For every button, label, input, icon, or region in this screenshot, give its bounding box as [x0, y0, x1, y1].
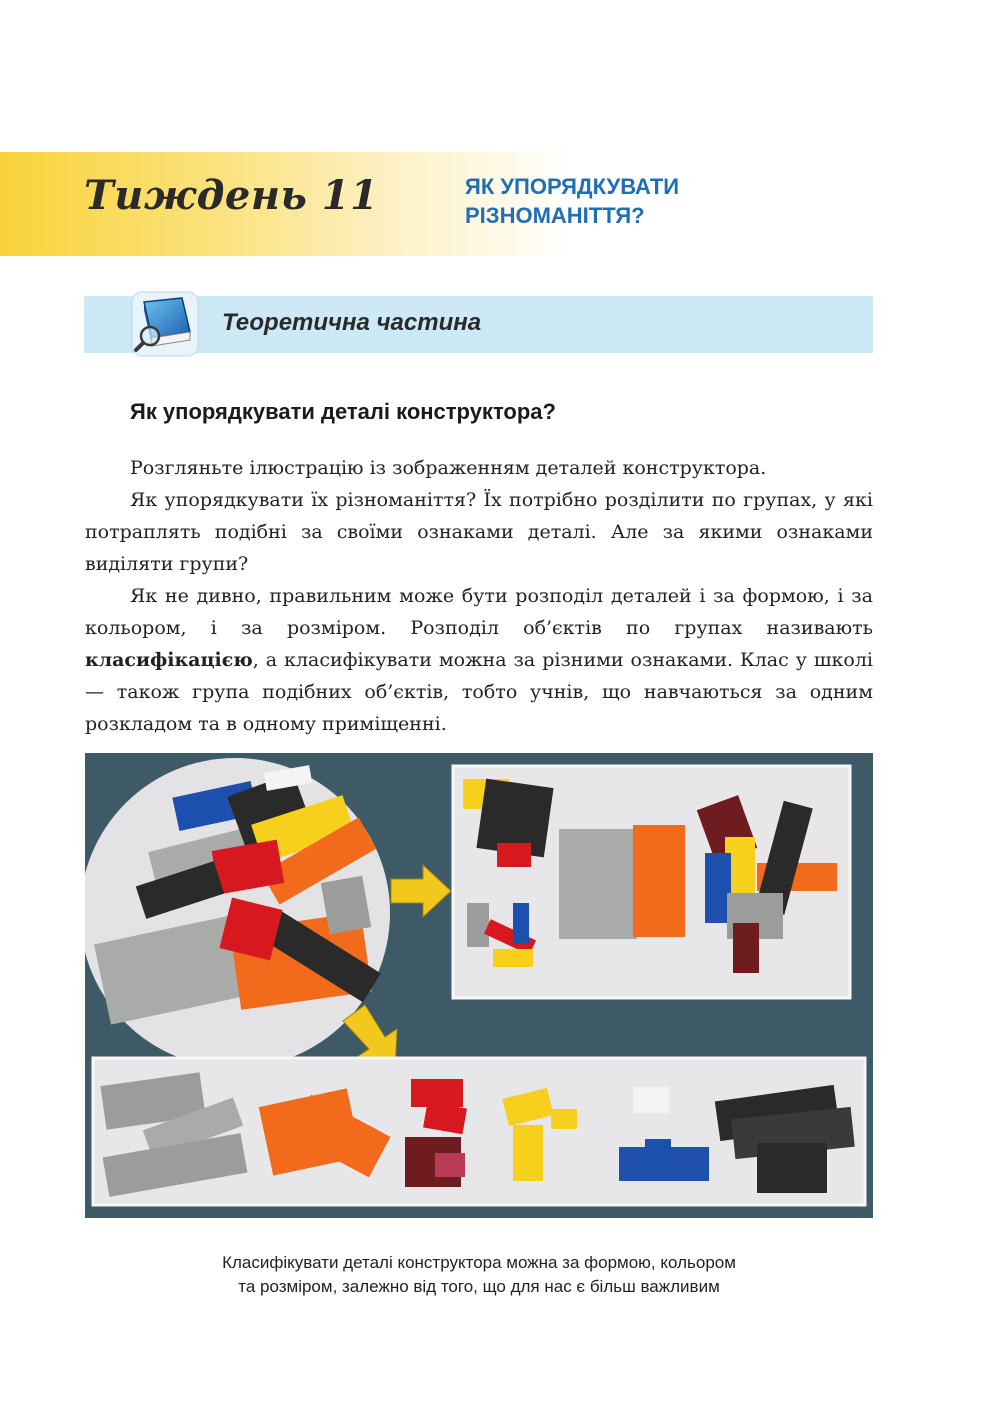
group-blue-small	[645, 1139, 671, 1157]
panel-sorted-by-shape	[453, 766, 850, 998]
book-magnifier-icon	[130, 290, 200, 358]
unit-title-line1: ЯК УПОРЯДКУВАТИ	[465, 174, 680, 199]
paragraph-3	[85, 580, 873, 740]
figure-caption	[85, 1251, 873, 1299]
plate-gray-small	[321, 876, 371, 935]
plate-orange-large	[633, 825, 685, 937]
brick-blue-small	[513, 903, 529, 943]
brick-yellow-small	[493, 949, 533, 967]
caption-line-2: та розміром, залежно від того, що для нас є більш важливим	[238, 1277, 720, 1296]
lego-classification-photo	[85, 753, 873, 1218]
unit-title-line2: РІЗНОМАНІТТЯ?	[465, 203, 645, 228]
brick-red	[497, 843, 531, 867]
paragraph-3-end: , а класифікувати можна за різними ознаками. Клас у школі — також група подібних об’єктів, тобто учнів, що навчаються за одним розкладом та в одному приміщенні.	[85, 649, 873, 735]
caption-line-1: Класифікувати деталі конструктора можна за формою, кольором	[222, 1253, 736, 1272]
group-pink	[435, 1153, 465, 1177]
group-red-1	[411, 1079, 463, 1107]
brick-gray-small	[467, 903, 489, 947]
term-classification: класифікацією	[85, 649, 253, 671]
paragraph-1: Розгляньте ілюстрацію із зображенням деталей конструктора.	[130, 457, 767, 479]
paragraph-3-start: Як не дивно, правильним може бути розподіл деталей і за формою, і за кольором, і за розміром. Розподіл об’єктів по групах називають	[85, 585, 873, 639]
lesson-body	[85, 452, 873, 740]
panel-sorted-by-color	[93, 1058, 865, 1205]
unit-title	[465, 172, 679, 230]
section-title: Теоретична частина	[222, 309, 482, 336]
plate-maroon-small	[733, 923, 759, 973]
group-black-3	[757, 1143, 827, 1193]
lesson-heading: Як упорядкувати деталі конструктора?	[130, 399, 556, 424]
plate-gray-large	[559, 829, 637, 939]
group-yellow-3	[551, 1109, 577, 1129]
group-white	[633, 1087, 669, 1113]
week-title: Тиждень 11	[84, 172, 379, 219]
paragraph-2: Як упорядкувати їх різноманіття? Їх потрібно розділити по групах, у які потраплять подібні за своїми ознаками деталі. Але за якими ознаками виділяти групи?	[85, 489, 873, 575]
group-yellow-2	[513, 1125, 543, 1181]
